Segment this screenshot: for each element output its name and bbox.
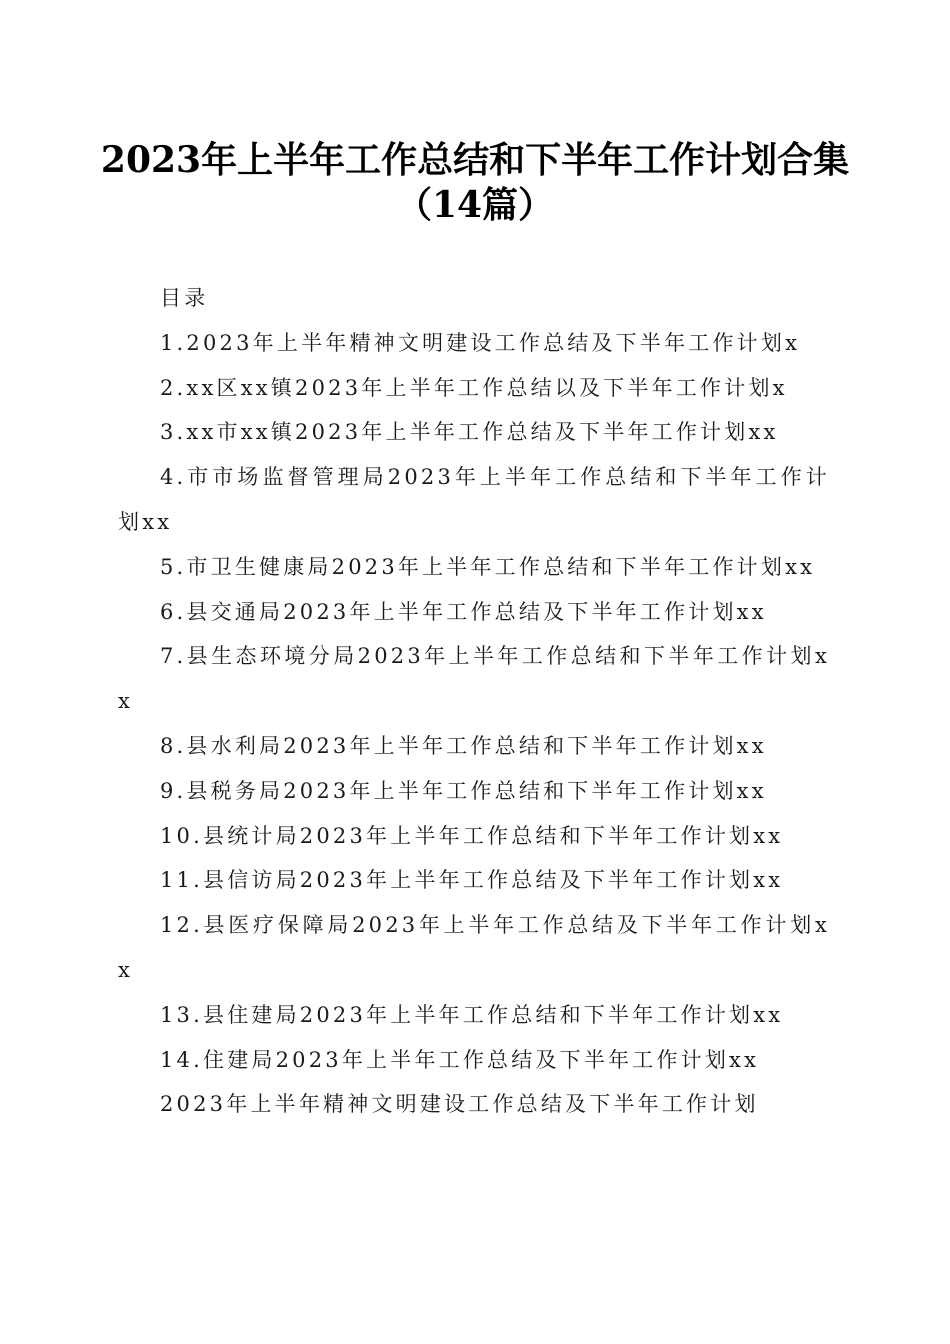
document-title: 2023年上半年工作总结和下半年工作计划合集（14篇） — [100, 139, 850, 226]
document-body — [118, 276, 830, 1127]
toc-item: 1.2023年上半年精神文明建设工作总结及下半年工作计划x — [160, 330, 801, 355]
toc-item: 12.县医疗保障局2023年上半年工作总结及下半年工作计划xx — [118, 913, 830, 982]
toc-item: 7.县生态环境分局2023年上半年工作总结和下半年工作计划xx — [118, 644, 830, 714]
toc-heading: 目录 — [160, 286, 209, 310]
toc-item: 6.县交通局2023年上半年工作总结及下半年工作计划xx — [160, 599, 767, 624]
toc-item: 8.县水利局2023年上半年工作总结和下半年工作计划xx — [160, 733, 767, 758]
toc-item: 13.县住建局2023年上半年工作总结和下半年工作计划xx — [160, 1002, 784, 1027]
toc-item: 4.市市场监督管理局2023年上半年工作总结和下半年工作计划xx — [118, 465, 830, 534]
toc-item: 5.市卫生健康局2023年上半年工作总结和下半年工作计划xx — [160, 554, 816, 579]
toc-item: 3.xx市xx镇2023年上半年工作总结及下半年工作计划xx — [160, 420, 779, 445]
toc-item: 9.县税务局2023年上半年工作总结和下半年工作计划xx — [160, 778, 767, 803]
toc-item: 11.县信访局2023年上半年工作总结及下半年工作计划xx — [160, 868, 784, 893]
toc-item: 10.县统计局2023年上半年工作总结和下半年工作计划xx — [160, 823, 784, 848]
section-heading: 2023年上半年精神文明建设工作总结及下半年工作计划 — [160, 1092, 759, 1117]
toc-item: 2.xx区xx镇2023年上半年工作总结以及下半年工作计划x — [160, 375, 788, 400]
toc-item: 14.住建局2023年上半年工作总结及下半年工作计划xx — [160, 1047, 760, 1072]
